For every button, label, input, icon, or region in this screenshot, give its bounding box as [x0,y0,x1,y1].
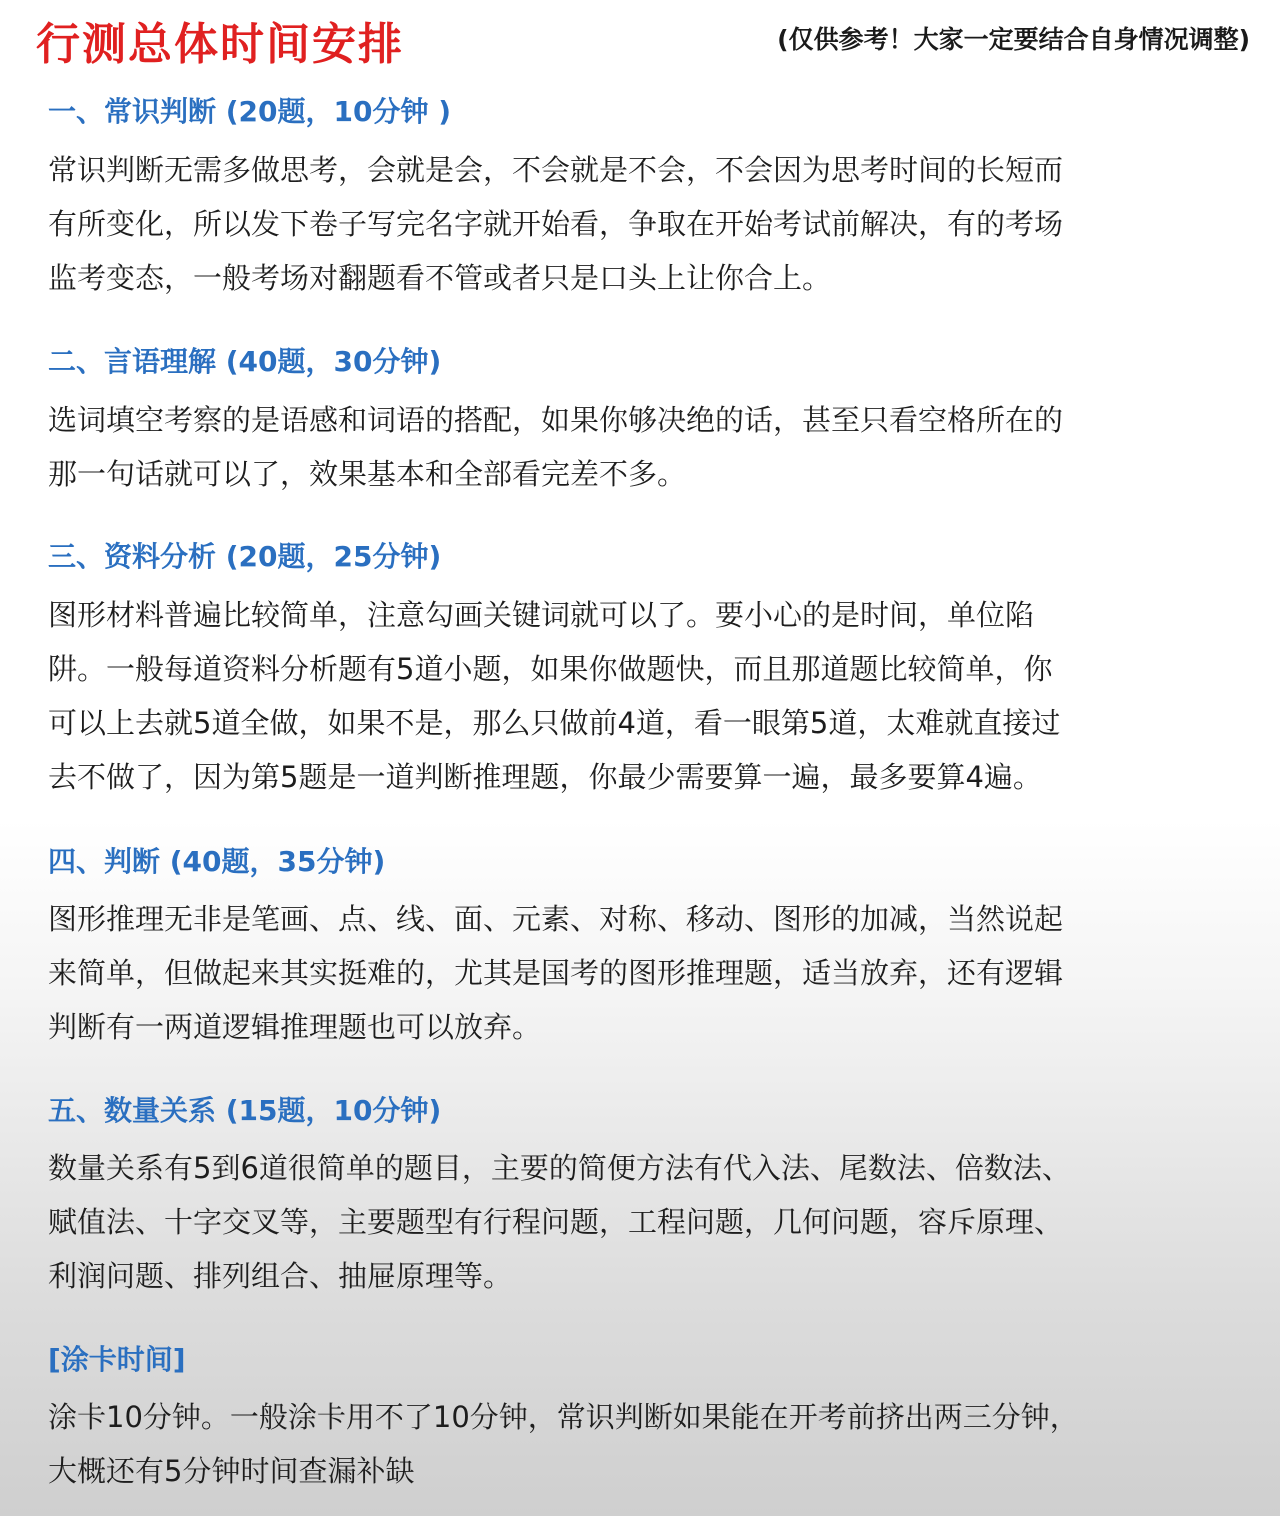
section-heading-quantitative: 五、数量关系 (15题，10分钟) [48,1094,442,1127]
section-heading-answer-sheet: [涂卡时间] [48,1343,186,1376]
paragraph-line: 可以上去就5道全做，如果不是，那么只做前4道，看一眼第5道，太难就直接过 [48,706,1061,740]
reference-note: (仅供参考！大家一定要结合自身情况调整) [777,25,1250,54]
paragraph-line: 选词填空考察的是语感和词语的搭配，如果你够决绝的话，甚至只看空格所在的 [48,403,1064,437]
paragraph-line: 利润问题、排列组合、抽屉原理等。 [48,1259,513,1293]
section-body-judgment [48,892,1188,1054]
paragraph-line: 监考变态，一般考场对翻题看不管或者只是口头上让你合上。 [48,261,832,295]
paragraph-line: 有所变化，所以发下卷子写完名字就开始看，争取在开始考试前解决，有的考场 [48,207,1064,241]
section-heading-verbal: 二、言语理解 (40题，30分钟) [48,345,442,378]
paragraph-line: 赋值法、十字交叉等，主要题型有行程问题，工程问题，几何问题，容斥原理、 [48,1205,1064,1239]
paragraph-line: 大概还有5分钟时间查漏补缺 [48,1454,415,1488]
paragraph-line: 来简单，但做起来其实挺难的，尤其是国考的图形推理题，适当放弃，还有逻辑 [48,956,1064,990]
section-body-verbal [48,393,1188,501]
section-body-quantitative [48,1141,1188,1303]
paragraph-line: 阱。一般每道资料分析题有5道小题，如果你做题快，而且那道题比较简单，你 [48,652,1053,686]
paragraph-line: 数量关系有5到6道很简单的题目，主要的简便方法有代入法、尾数法、倍数法、 [48,1151,1071,1185]
section-body-general-knowledge [48,143,1188,305]
section-heading-general-knowledge: 一、常识判断 (20题，10分钟 ) [48,95,452,128]
section-heading-judgment: 四、判断 (40题，35分钟) [48,845,386,878]
paragraph-line: 判断有一两道逻辑推理题也可以放弃。 [48,1010,542,1044]
section-heading-data-analysis: 三、资料分析 (20题，25分钟) [48,540,442,573]
paragraph-line: 图形材料普遍比较简单，注意勾画关键词就可以了。要小心的是时间，单位陷 [48,598,1035,632]
section-body-data-analysis [48,588,1188,804]
paragraph-line: 涂卡10分钟。一般涂卡用不了10分钟，常识判断如果能在开考前挤出两三分钟， [48,1400,1079,1434]
paragraph-line: 那一句话就可以了，效果基本和全部看完差不多。 [48,457,687,491]
paragraph-line: 图形推理无非是笔画、点、线、面、元素、对称、移动、图形的加减，当然说起 [48,902,1064,936]
paragraph-line: 常识判断无需多做思考，会就是会，不会就是不会，不会因为思考时间的长短而 [48,153,1064,187]
section-body-answer-sheet [48,1390,1188,1498]
page-title: 行测总体时间安排 [36,19,404,70]
paragraph-line: 去不做了，因为第5题是一道判断推理题，你最少需要算一遍，最多要算4遍。 [48,760,1042,794]
